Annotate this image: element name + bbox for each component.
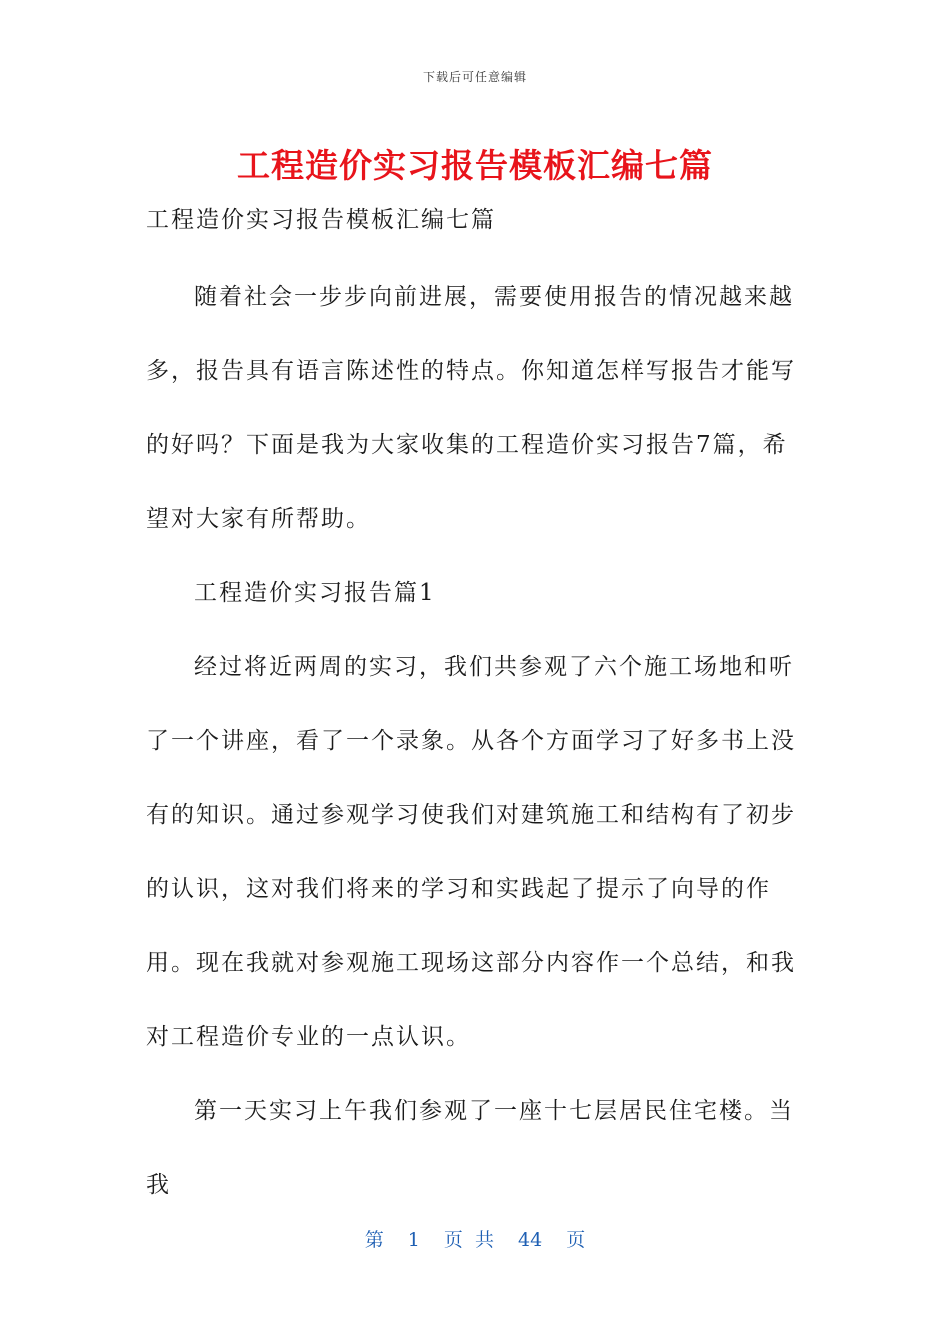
document-title: 工程造价实习报告模板汇编七篇 [237,146,713,185]
document-body [146,260,806,1222]
intro-paragraph: 随着社会一步步向前进展，需要使用报告的情况越来越多，报告具有语言陈述性的特点。你知道怎样写报告才能写的好吗？下面是我为大家收集的工程造价实习报告7篇，希望对大家有所帮助。 [146,284,796,532]
footer-suffix: 页 [566,1229,586,1251]
footer-mid: 页 共 [443,1229,494,1251]
footer-prefix: 第 [364,1229,384,1251]
footer-total-pages: 44 [518,1229,543,1251]
section-heading: 工程造价实习报告篇1 [194,580,436,606]
footer-current-page: 1 [407,1229,420,1251]
body-paragraph-2: 第一天实习上午我们参观了一座十七层居民住宅楼。当我 [146,1098,794,1198]
body-paragraph-1: 经过将近两周的实习，我们共参观了六个施工场地和听了一个讲座，看了一个录象。从各个方面学习了好多书上没有的知识。通过参观学习使我们对建筑施工和结构有了初步的认识，这对我们将来的学习和实践起了提示了向导的作用。现在我就对参观施工现场这部分内容作一个总结，和我对工程造价专业的一点认识。 [146,654,796,1050]
document-subtitle: 工程造价实习报告模板汇编七篇 [146,207,496,233]
page-footer [0,1225,950,1252]
header-note: 下载后可任意编辑 [422,70,527,84]
